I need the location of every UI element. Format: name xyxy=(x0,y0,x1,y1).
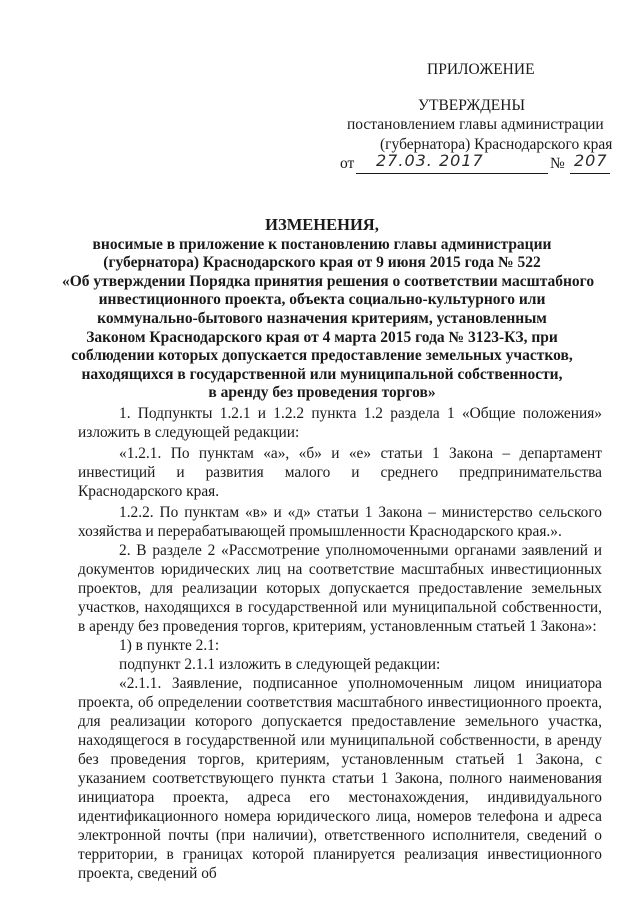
paragraph: «1.2.1. По пунктам «а», «б» и «е» статьи 1 Закона – департамент инвестиций и развития малого и среднего предпринимательства Краснодарского края. xyxy=(78,445,602,500)
title-line: коммунально-бытового назначения критериям, установленным xyxy=(97,309,547,327)
approval-authority-line: постановлением главы администрации xyxy=(347,116,604,133)
document-body xyxy=(78,404,602,883)
handwritten-date: 27.03. 2017 xyxy=(376,151,484,170)
paragraph: 1. Подпункты 1.2.1 и 1.2.2 пункта 1.2 раздела 1 «Общие положения» изложить в следующей редакции: xyxy=(78,405,602,441)
date-prefix: от xyxy=(340,155,355,172)
title-line: вносимые в приложение к постановлению главы администрации xyxy=(92,235,552,253)
title-heading: ИЗМЕНЕНИЯ, xyxy=(265,215,379,234)
paragraph: 1) в пункте 2.1: xyxy=(119,637,220,654)
paragraph: подпункт 2.1.1 изложить в следующей редакции: xyxy=(119,656,441,673)
paragraph: 1.2.2. По пунктам «в» и «д» статьи 1 Закона – министерство сельского хозяйства и перерабатывающей промышленности Краснодарского края.». xyxy=(78,504,602,540)
appendix-label: ПРИЛОЖЕНИЕ xyxy=(427,61,535,78)
handwritten-number: 207 xyxy=(574,151,608,170)
paragraph: 2. В разделе 2 «Рассмотрение уполномоченными органами заявлений и документов юридических лиц на соответствие масштабных инвестиционных проектов, для реализации которых допускается предоставление земельных участков, находящихся в государственной или муниципальной собственности, в аренду без проведения торгов, критериям, установленным статьей 1 Закона»: xyxy=(78,542,602,635)
title-line: (губернатора) Краснодарского края от 9 июня 2015 года № 522 xyxy=(103,254,541,272)
approved-label: УТВЕРЖДЕНЫ xyxy=(418,97,525,114)
title-line: инвестиционного проекта, объекта социально-культурного или xyxy=(98,291,546,309)
date-number-line xyxy=(340,151,610,176)
number-field xyxy=(570,151,610,174)
title-line: в аренду без проведения торгов» xyxy=(208,384,436,402)
title-line: «Об утверждении Порядка принятия решения о соответствии масштабного xyxy=(62,272,595,290)
paragraph: «2.1.1. Заявление, подписанное уполномоченным лицом инициатора проекта, об определении соответствия масштабного инвестиционного проекта, для реализации которого допускается предоставление земельного участка, находящегося в государственной или муниципальной собственности, в аренду без проведения торгов, критериям, установленным статьей 1 Закона, с указанием соответствующего пункта статьи 1 Закона, полного наименования инициатора проекта, адреса его местонахождения, индивидуального идентификационного номера юридического лица, номеров телефона и адреса электронной почты (при наличии), ответственного исполнителя, сведений о территории, в границах которой планируется реализация инвестиционного проекта, сведений об xyxy=(78,675,602,882)
title-line: соблюдении которых допускается предоставление земельных участков, xyxy=(71,347,573,365)
number-prefix: № xyxy=(550,155,565,172)
document-title xyxy=(62,215,595,403)
title-line: находящихся в государственной или муниципальной собственности, xyxy=(81,365,563,383)
approval-authority-line-2: (губернатора) Краснодарского края xyxy=(380,136,613,153)
title-line: Законом Краснодарского края от 4 марта 2015 года № 3123-КЗ, при xyxy=(86,328,558,346)
date-field xyxy=(356,151,548,174)
